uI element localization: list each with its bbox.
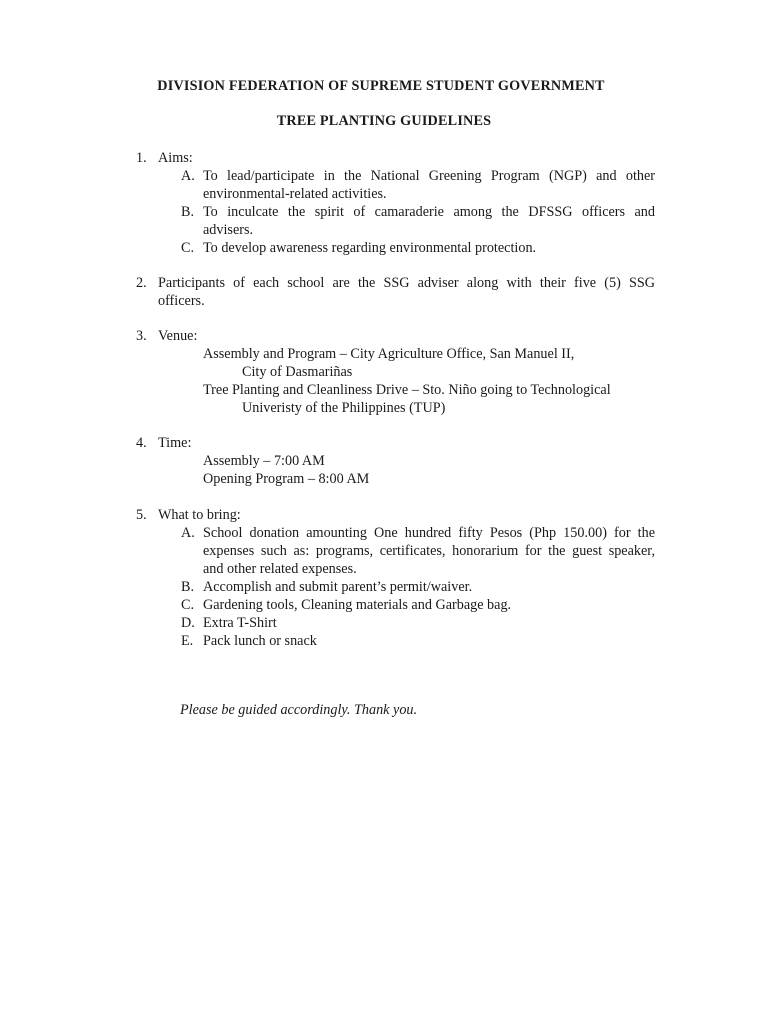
section-label: Aims: (158, 150, 193, 166)
item-text-line: Pack lunch or snack (203, 633, 317, 649)
item-letter: E. (181, 633, 194, 649)
item-letter: A. (181, 168, 195, 184)
item-text-line: School donation amounting One hundred fifty Pesos (Php 150.00) for the (203, 525, 655, 541)
section-time (0, 434, 768, 488)
time-assembly: Assembly – 7:00 AM (203, 453, 325, 469)
time-opening-program: Opening Program – 8:00 AM (203, 471, 370, 487)
section-number: 4. (136, 435, 147, 451)
item-letter: D. (181, 615, 195, 631)
section-text-line: officers. (158, 293, 205, 309)
item-text-line: To develop awareness regarding environmental protection. (203, 240, 537, 256)
item-text-line: advisers. (203, 222, 254, 238)
item-letter: C. (181, 597, 195, 613)
section-number: 3. (136, 328, 147, 344)
section-number: 1. (136, 150, 147, 166)
venue-tree-planting-destination: Univeristy of the Philippines (TUP) (242, 400, 446, 416)
item-text-line: To lead/participate in the National Greening Program (NGP) and other (203, 168, 655, 184)
item-text-line: Accomplish and submit parent’s permit/waiver. (203, 579, 473, 595)
item-letter: A. (181, 525, 195, 541)
item-letter: B. (181, 204, 195, 220)
item-text-line: environmental-related activities. (203, 186, 387, 202)
section-text-line: Participants of each school are the SSG adviser along with their five (5) SSG (158, 275, 655, 291)
closing-note: Please be guided accordingly. Thank you. (180, 702, 418, 718)
venue-assembly-city: City of Dasmariñas (242, 364, 353, 380)
venue-assembly: Assembly and Program – City Agriculture Office, San Manuel II, (203, 346, 575, 362)
section-venue (0, 327, 768, 417)
section-what-to-bring (0, 506, 768, 650)
section-label: What to bring: (158, 507, 241, 523)
item-letter: B. (181, 579, 195, 595)
item-text-line: Extra T-Shirt (203, 615, 277, 631)
document-title: DIVISION FEDERATION OF SUPREME STUDENT GOVERNMENT (157, 78, 605, 94)
item-letter: C. (181, 240, 195, 256)
item-text-line: Gardening tools, Cleaning materials and Garbage bag. (203, 597, 512, 613)
item-text-line: expenses such as: programs, certificates, honorarium for the guest speaker, (203, 543, 655, 559)
section-aims (0, 149, 768, 257)
section-label: Venue: (158, 328, 198, 344)
section-number: 5. (136, 507, 147, 523)
item-text-line: and other related expenses. (203, 561, 357, 577)
section-label: Time: (158, 435, 192, 451)
document-subtitle: TREE PLANTING GUIDELINES (276, 113, 492, 129)
section-number: 2. (136, 275, 147, 291)
item-text-line: To inculcate the spirit of camaraderie among the DFSSG officers and (203, 204, 655, 220)
venue-tree-planting: Tree Planting and Cleanliness Drive – Sto. Niño going to Technological (203, 382, 611, 398)
section-participants (0, 274, 768, 310)
